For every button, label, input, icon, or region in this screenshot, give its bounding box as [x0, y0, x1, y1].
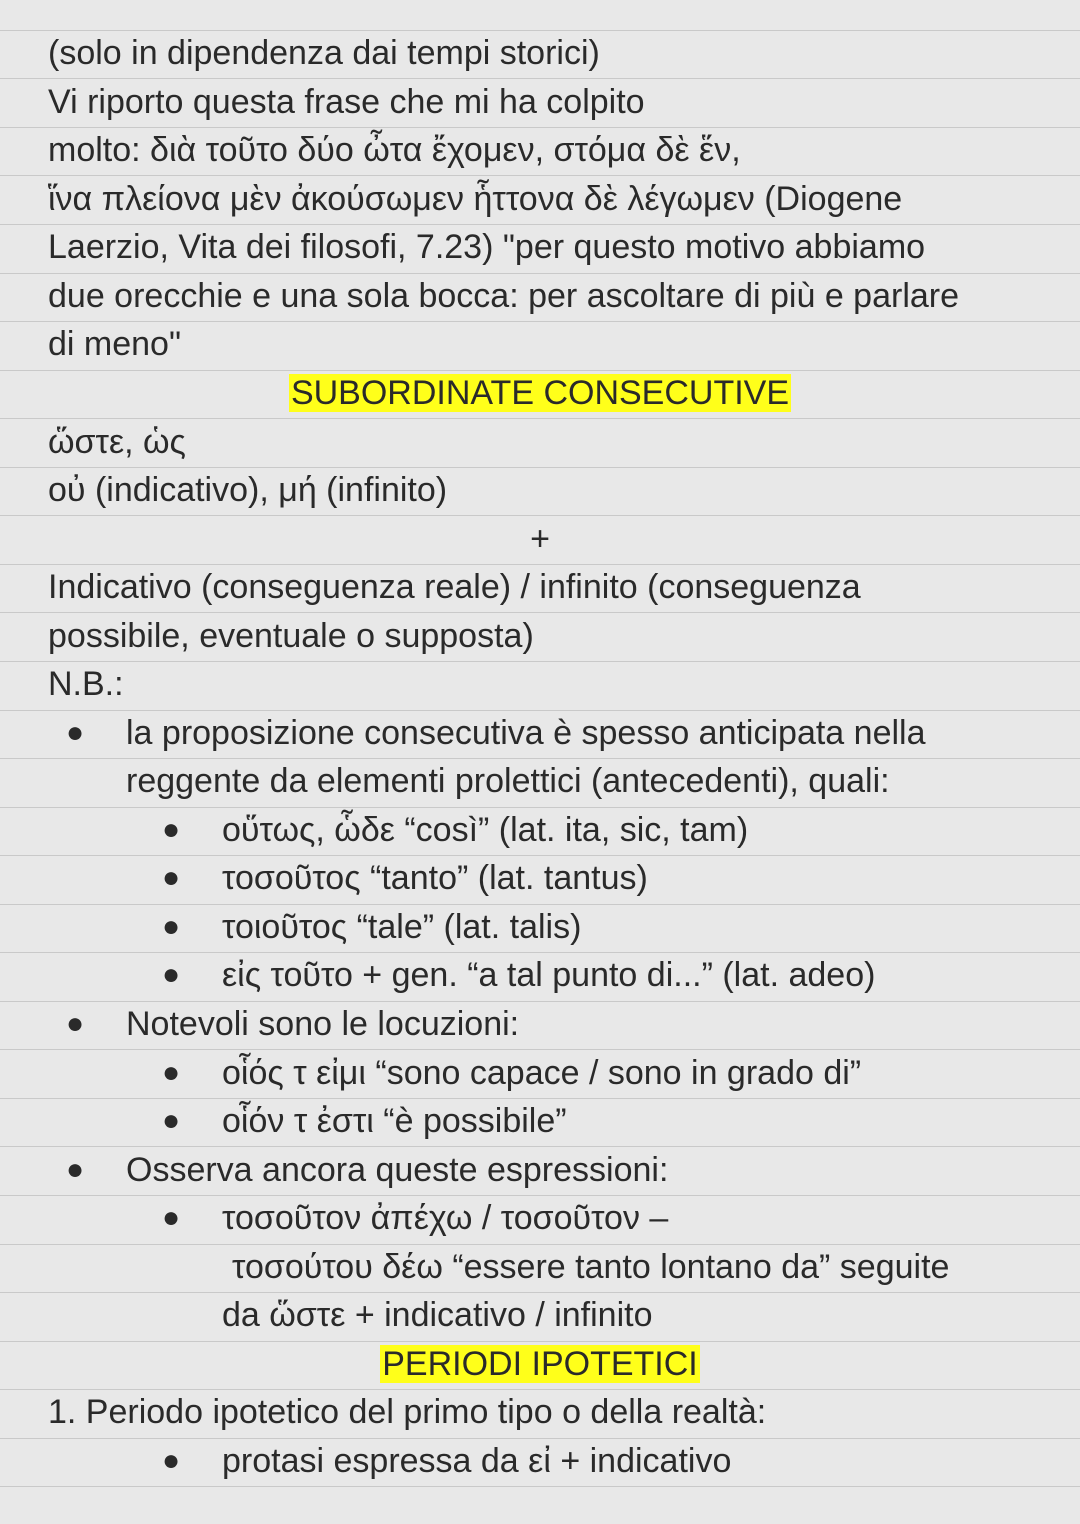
- sub-list-item-continuation: [0, 1243, 1080, 1292]
- bullet-icon: ●: [162, 861, 181, 894]
- intro-line: (solo in dipendenza dai tempi storici): [48, 34, 600, 72]
- intro-line: due orecchie e una sola bocca: per ascoltare di più e parlare: [48, 277, 960, 315]
- list-item-text: la proposizione consecutiva è spesso anticipata nella: [126, 714, 926, 752]
- sub-list-item-text: τοσοῦτον ἀπέχω / τοσοῦτον –: [222, 1199, 669, 1237]
- bullet-icon: ●: [162, 813, 181, 846]
- sub-list-item-text: τοσούτου δέω “essere tanto lontano da” seguite: [232, 1248, 950, 1286]
- section-heading-periodi: [0, 1340, 1080, 1389]
- list-item: [0, 1146, 1080, 1195]
- sub-list-item: [0, 903, 1080, 952]
- sub-list-item: [0, 854, 1080, 903]
- bullet-icon: ●: [162, 1201, 181, 1234]
- list-item: [0, 709, 1080, 758]
- nb-label: N.B.:: [48, 665, 124, 703]
- plus-sign: +: [530, 520, 550, 558]
- bullet-icon: ●: [66, 1007, 85, 1040]
- sub-list-item: [0, 1194, 1080, 1243]
- sub-list-item: [0, 1097, 1080, 1146]
- sub-list-item: [0, 951, 1080, 1000]
- bullet-icon: ●: [66, 716, 85, 749]
- ruled-line: [0, 1486, 1080, 1487]
- mood-line: possibile, eventuale o supposta): [48, 617, 534, 655]
- list-item-text: reggente da elementi prolettici (antecedenti), quali:: [126, 762, 890, 800]
- intro-line: molto: διὰ τοῦτο δύο ὦτα ἔχομεν, στόμα δὲ ἕν,: [48, 131, 741, 169]
- sub-list-item-text: protasi espressa da εἰ + indicativo: [222, 1442, 732, 1480]
- sub-list-item-text: τοσοῦτος “tanto” (lat. tantus): [222, 859, 648, 897]
- sub-list-item-text: τοιοῦτος “tale” (lat. talis): [222, 908, 582, 946]
- sub-list-item-text: οὕτως, ὧδε “così” (lat. ita, sic, tam): [222, 811, 749, 849]
- bullet-icon: ●: [162, 1444, 181, 1477]
- mood-line: Indicativo (conseguenza reale) / infinito (conseguenza: [48, 568, 861, 606]
- numbered-item: 1. Periodo ipotetico del primo tipo o della realtà:: [48, 1393, 767, 1431]
- intro-line: Vi riporto questa frase che mi ha colpito: [48, 83, 645, 121]
- list-item-continuation: [0, 757, 1080, 806]
- bullet-icon: ●: [162, 1056, 181, 1089]
- bullet-icon: ●: [162, 910, 181, 943]
- sub-list-item: [0, 806, 1080, 855]
- intro-line: ἵνα πλείονα μὲν ἀκούσωμεν ἧττονα δὲ λέγωμεν (Diogene: [48, 180, 903, 218]
- bullet-icon: ●: [162, 958, 181, 991]
- sub-list-item-text: εἰς τοῦτο + gen. “a tal punto di...” (lat. adeo): [222, 956, 876, 994]
- list-item-text: Notevoli sono le locuzioni:: [126, 1005, 520, 1043]
- section-heading-consecutive: [0, 369, 1080, 418]
- negations-line: οὐ (indicativo), μή (infinito): [48, 471, 448, 509]
- sub-list-item: [0, 1049, 1080, 1098]
- sub-list-item: [0, 1437, 1080, 1486]
- sub-list-item-text: da ὥστε + indicativo / infinito: [222, 1296, 653, 1334]
- intro-line: Laerzio, Vita dei filosofi, 7.23) "per questo motivo abbiamo: [48, 228, 926, 266]
- list-item: [0, 1000, 1080, 1049]
- list-item-text: Osserva ancora queste espressioni:: [126, 1151, 669, 1189]
- sub-list-item-continuation: [0, 1291, 1080, 1340]
- highlighted-heading: SUBORDINATE CONSECUTIVE: [290, 374, 790, 412]
- intro-line: di meno": [48, 325, 182, 363]
- bullet-icon: ●: [162, 1104, 181, 1137]
- sub-list-item-text: οἷός τ εἰμι “sono capace / sono in grado di”: [222, 1054, 862, 1092]
- conjunctions-line: ὥστε, ὡς: [48, 423, 186, 461]
- sub-list-item-text: οἷόν τ ἐστι “è possibile”: [222, 1102, 567, 1140]
- bullet-icon: ●: [66, 1153, 85, 1186]
- highlighted-heading: PERIODI IPOTETICI: [382, 1345, 698, 1383]
